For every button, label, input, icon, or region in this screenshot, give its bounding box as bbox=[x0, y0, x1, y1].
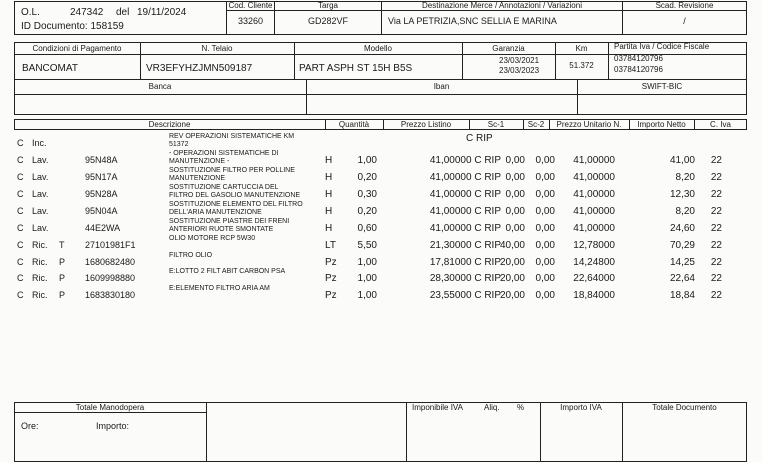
targa: GD282VF bbox=[307, 16, 349, 26]
cell-unitario: 22,64000 bbox=[573, 273, 615, 284]
garanzia-label: Garanzia bbox=[492, 44, 525, 53]
cell-codice: 1680682480 bbox=[85, 257, 136, 267]
cell-qta: 0,30 bbox=[357, 189, 377, 200]
cell-listino: C RIP bbox=[466, 133, 493, 144]
cell-c: C bbox=[17, 189, 24, 199]
cell-descrizione: FILTRO DEL GASOLIO MANUTENZIONE bbox=[169, 192, 301, 199]
cell-sc1: 0,00 bbox=[505, 155, 525, 166]
piva-2: 03784120796 bbox=[614, 65, 663, 74]
cell-descrizione: OLIO MOTORE RCP 5W30 bbox=[169, 235, 256, 242]
targa-label: Targa bbox=[317, 1, 338, 10]
cell-tipo: Lav. bbox=[32, 155, 49, 165]
cell-descrizione: DELL'ARIA MANUTENZIONE bbox=[169, 209, 262, 216]
iban-label: Iban bbox=[433, 82, 450, 91]
cell-unitario: 41,00000 bbox=[573, 189, 615, 200]
cell-descrizione: 51372 bbox=[169, 141, 189, 148]
cell-c: C bbox=[17, 273, 24, 283]
cell-iva: 22 bbox=[710, 206, 722, 217]
banca-label: Banca bbox=[148, 82, 172, 91]
garanzia-1: 23/03/2021 bbox=[499, 56, 540, 65]
cell-sc1: 20,00 bbox=[499, 257, 525, 268]
cell-descrizione: SOSTITUZIONE FILTRO PER POLLINE bbox=[169, 167, 295, 174]
cell-descrizione: SOSTITUZIONE CARTUCCIA DEL bbox=[169, 184, 279, 191]
km-label: Km bbox=[575, 44, 588, 53]
cell-c: C bbox=[17, 155, 24, 165]
cell-sc1: 0,00 bbox=[505, 189, 525, 200]
cell-unitario: 12,78000 bbox=[573, 240, 615, 251]
cell-tipo: Lav. bbox=[32, 189, 49, 199]
cell-sc2: 0,00 bbox=[535, 223, 555, 234]
cell-tipo: Lav. bbox=[32, 206, 49, 216]
cell-sub: T bbox=[59, 240, 65, 250]
cell-descrizione: SOSTITUZIONE ELEMENTO DEL FILTRO bbox=[169, 201, 303, 208]
cell-descrizione: - OPERAZIONI SISTEMATICHE DI bbox=[169, 150, 279, 157]
modello-label: Modello bbox=[363, 44, 392, 53]
cell-importo: 8,20 bbox=[675, 206, 695, 217]
importo-label: Importo: bbox=[96, 421, 130, 431]
cell-tipo: Inc. bbox=[32, 138, 47, 148]
cell-descrizione: MANUTENZIONE bbox=[169, 175, 225, 182]
cell-c: C bbox=[17, 290, 24, 300]
cell-c: C bbox=[17, 172, 24, 182]
cell-iva: 22 bbox=[710, 223, 722, 234]
cell-sc1: 20,00 bbox=[499, 273, 525, 284]
cell-qta: 1,00 bbox=[357, 155, 377, 166]
cell-iva: 22 bbox=[710, 273, 722, 284]
destinazione: Via LA PETRIZIA,SNC SELLIA E MARINA bbox=[388, 16, 557, 26]
cell-um: Pz bbox=[325, 273, 337, 284]
col-descrizione: Descrizione bbox=[148, 120, 191, 129]
cell-qta: 0,20 bbox=[357, 206, 377, 217]
cell-qta: 1,00 bbox=[357, 257, 377, 268]
cell-um: Pz bbox=[325, 290, 337, 301]
cell-codice: 95N28A bbox=[85, 189, 118, 199]
cell-descrizione: ANTERIORI RUOTE SMONTATE bbox=[169, 226, 274, 233]
totale-manodopera: Totale Manodopera bbox=[75, 403, 145, 412]
col-sc1: Sc-1 bbox=[487, 120, 505, 129]
cell-importo: 41,00 bbox=[669, 155, 695, 166]
cell-codice: 1609998880 bbox=[85, 273, 136, 283]
cell-qta: 1,00 bbox=[357, 290, 377, 301]
cell-tipo: Lav. bbox=[32, 172, 49, 182]
cell-c: C bbox=[17, 206, 24, 216]
pagamento: BANCOMAT bbox=[22, 63, 78, 74]
cell-descrizione: E:ELEMENTO FILTRO ARIA AM bbox=[169, 285, 270, 292]
cell-sc2: 0,00 bbox=[535, 155, 555, 166]
piva-label: Partita Iva / Codice Fiscale bbox=[614, 42, 710, 51]
cell-listino: 28,30000 C RIP bbox=[429, 273, 501, 284]
ol-date: 19/11/2024 bbox=[137, 7, 187, 18]
scad-revisione: / bbox=[683, 16, 686, 26]
cell-descrizione: SOSTITUZIONE PIASTRE DEI FRENI bbox=[169, 218, 290, 225]
cell-um: H bbox=[325, 223, 333, 234]
modello: PART ASPH ST 15H B5S bbox=[299, 63, 413, 74]
cell-unitario: 18,84000 bbox=[573, 290, 615, 301]
col-prezzo-unitario: Prezzo Unitario N. bbox=[556, 120, 622, 129]
cell-codice: 95N17A bbox=[85, 172, 118, 182]
cell-c: C bbox=[17, 257, 24, 267]
cell-listino: 17,81000 C RIP bbox=[429, 257, 501, 268]
cell-unitario: 41,00000 bbox=[573, 155, 615, 166]
cell-sc2: 0,00 bbox=[535, 189, 555, 200]
col-quantita: Quantità bbox=[338, 120, 370, 129]
cell-iva: 22 bbox=[710, 257, 722, 268]
cell-importo: 70,29 bbox=[669, 240, 695, 251]
cell-listino: 21,30000 C RIP bbox=[429, 240, 501, 251]
cell-sub: P bbox=[59, 273, 66, 283]
cell-sc2: 0,00 bbox=[535, 257, 555, 268]
cell-qta: 0,20 bbox=[357, 172, 377, 183]
cell-iva: 22 bbox=[710, 155, 722, 166]
cell-unitario: 41,00000 bbox=[573, 206, 615, 217]
col-prezzo-listino: Prezzo Listino bbox=[400, 120, 452, 129]
cell-listino: 23,55000 C RIP bbox=[429, 290, 501, 301]
cell-sc2: 0,00 bbox=[535, 206, 555, 217]
cell-um: H bbox=[325, 189, 333, 200]
cell-descrizione: REV OPERAZIONI SISTEMATICHE KM bbox=[169, 133, 295, 140]
importo-iva: Importo IVA bbox=[560, 403, 602, 412]
cell-importo: 22,64 bbox=[669, 273, 695, 284]
cell-sc2: 0,00 bbox=[535, 273, 555, 284]
cell-iva: 22 bbox=[710, 172, 722, 183]
cell-sc1: 40,00 bbox=[499, 240, 525, 251]
cell-sc2: 0,00 bbox=[535, 240, 555, 251]
cell-qta: 1,00 bbox=[357, 273, 377, 284]
cell-importo: 14,25 bbox=[669, 257, 695, 268]
cell-c: C bbox=[17, 138, 24, 148]
cell-tipo: Ric. bbox=[32, 257, 48, 267]
cell-codice: 95N48A bbox=[85, 155, 118, 165]
cell-iva: 22 bbox=[710, 290, 722, 301]
cell-tipo: Ric. bbox=[32, 273, 48, 283]
cell-unitario: 14,24800 bbox=[573, 257, 615, 268]
imponibile-iva: Imponibile IVA bbox=[412, 403, 463, 412]
col-sc2: Sc-2 bbox=[527, 120, 545, 129]
cell-sc1: 0,00 bbox=[505, 223, 525, 234]
cell-tipo: Ric. bbox=[32, 290, 48, 300]
piva-1: 03784120796 bbox=[614, 54, 663, 63]
cell-sc1: 0,00 bbox=[505, 172, 525, 183]
ol-number: 247342 bbox=[70, 7, 104, 18]
cell-codice: 1683830180 bbox=[85, 290, 136, 300]
cell-sc1: 0,00 bbox=[505, 206, 525, 217]
cell-um: Pz bbox=[325, 257, 337, 268]
cell-um: H bbox=[325, 206, 333, 217]
cell-codice: 27101981F1 bbox=[85, 240, 136, 250]
cod-cliente-label: Cod. Cliente bbox=[228, 1, 273, 10]
cell-iva: 22 bbox=[710, 240, 722, 251]
pagamento-label: Condizioni di Pagamento bbox=[32, 44, 122, 53]
id-documento: ID Documento: 158159 bbox=[21, 21, 124, 32]
cell-listino: 41,00000 C RIP bbox=[429, 223, 501, 234]
aliq: Aliq. bbox=[484, 403, 500, 412]
ol-del: del bbox=[116, 7, 130, 18]
cell-um: H bbox=[325, 172, 333, 183]
cod-cliente: 33260 bbox=[237, 16, 264, 26]
cell-descrizione: E:LOTTO 2 FILT ABIT CARBON PSA bbox=[169, 268, 286, 275]
cell-listino: 41,00000 C RIP bbox=[429, 155, 501, 166]
cell-qta: 0,60 bbox=[357, 223, 377, 234]
cell-importo: 8,20 bbox=[675, 172, 695, 183]
cell-sub: P bbox=[59, 257, 66, 267]
swift-label: SWIFT-BIC bbox=[641, 82, 683, 91]
cell-unitario: 41,00000 bbox=[573, 172, 615, 183]
cell-codice: 44E2WA bbox=[85, 223, 121, 233]
ore-label: Ore: bbox=[21, 421, 39, 431]
cell-tipo: Ric. bbox=[32, 240, 48, 250]
cell-sc2: 0,00 bbox=[535, 290, 555, 301]
col-importo-netto: Importo Netto bbox=[637, 120, 686, 129]
cell-listino: 41,00000 C RIP bbox=[429, 206, 501, 217]
cell-um: H bbox=[325, 155, 333, 166]
cell-um: LT bbox=[325, 240, 336, 251]
cell-sub: P bbox=[59, 290, 66, 300]
cell-importo: 18,84 bbox=[669, 290, 695, 301]
cell-listino: 41,00000 C RIP bbox=[429, 189, 501, 200]
cell-sc1: 20,00 bbox=[499, 290, 525, 301]
garanzia-2: 23/03/2023 bbox=[499, 66, 540, 75]
cell-importo: 24,60 bbox=[669, 223, 695, 234]
percent: % bbox=[517, 403, 525, 412]
totale-documento: Totale Documento bbox=[652, 403, 717, 412]
cell-sc2: 0,00 bbox=[535, 172, 555, 183]
cell-unitario: 41,00000 bbox=[573, 223, 615, 234]
telaio-label: N. Telaio bbox=[201, 44, 233, 53]
cell-descrizione: MANUTENZIONE - bbox=[169, 158, 230, 165]
col-c-iva: C. Iva bbox=[710, 120, 731, 129]
cell-iva: 22 bbox=[710, 189, 722, 200]
scad-revisione-label: Scad. Revisione bbox=[655, 1, 714, 10]
cell-listino: 41,00000 C RIP bbox=[429, 172, 501, 183]
cell-c: C bbox=[17, 223, 24, 233]
cell-descrizione: FILTRO OLIO bbox=[169, 252, 213, 259]
ol-label: O.L. bbox=[21, 7, 40, 18]
cell-importo: 12,30 bbox=[669, 189, 695, 200]
cell-codice: 95N04A bbox=[85, 206, 118, 216]
telaio: VR3EFYHZJMN509187 bbox=[146, 63, 253, 74]
km: 51.372 bbox=[569, 61, 594, 70]
cell-qta: 5,50 bbox=[357, 240, 377, 251]
destinazione-label: Destinazione Merce / Annotazioni / Variazioni bbox=[422, 1, 582, 10]
cell-tipo: Lav. bbox=[32, 223, 49, 233]
cell-c: C bbox=[17, 240, 24, 250]
